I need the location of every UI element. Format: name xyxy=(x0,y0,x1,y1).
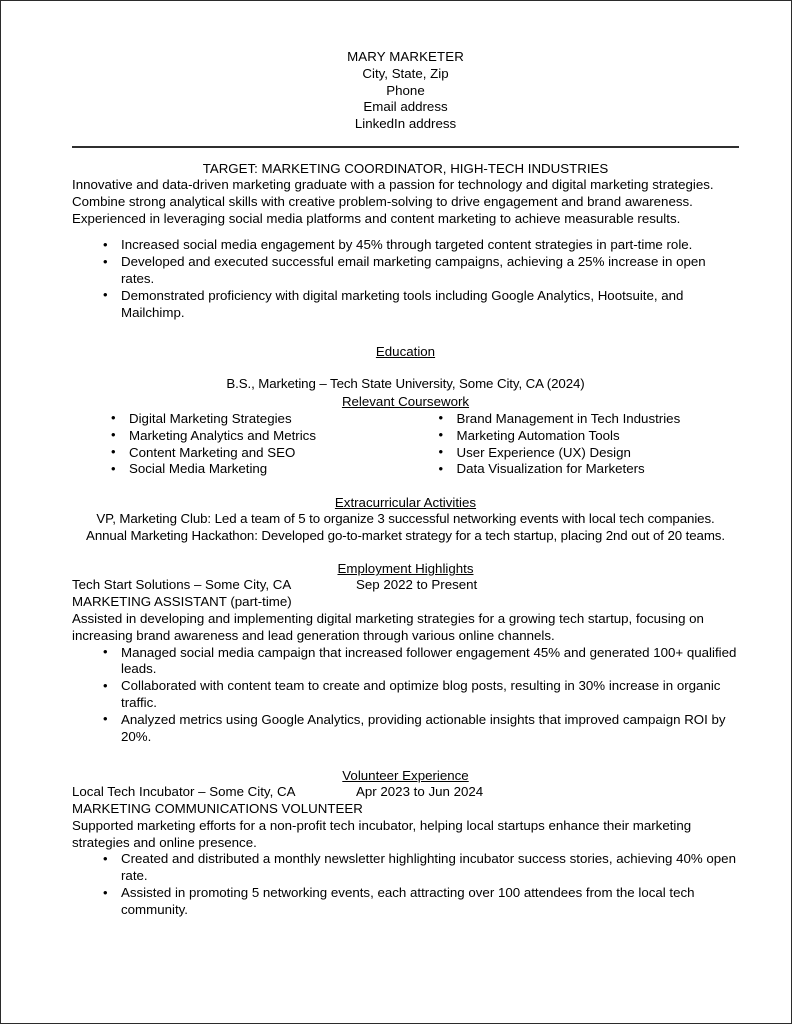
list-item: • Assisted in promoting 5 networking events, each attracting over 100 attendees from the local tech community. xyxy=(72,885,739,919)
resume-sheet xyxy=(1,1,792,919)
volunteer-dates: Apr 2023 to Jun 2024 xyxy=(356,784,484,800)
employer-name: Tech Start Solutions – Some City, CA xyxy=(72,577,292,593)
extracurricular-entry: VP, Marketing Club: Led a team of 5 to organize 3 successful networking events with local tech companies. xyxy=(96,511,715,527)
list-item: • Digital Marketing Strategies xyxy=(72,411,406,428)
list-item: • Collaborated with content team to create and optimize blog posts, resulting in 30% increase in organic traffic. xyxy=(72,678,739,712)
job-description: Assisted in developing and implementing digital marketing strategies for a growing tech startup, focusing on increasing brand awareness and lead generation through various online channels. xyxy=(72,610,704,643)
spacer xyxy=(72,745,739,767)
list-item: • Created and distributed a monthly newsletter highlighting incubator success stories, achieving 40% open rate. xyxy=(72,851,739,885)
list-item: • Brand Management in Tech Industries xyxy=(406,411,740,428)
coursework-columns xyxy=(72,411,739,478)
education-section-heading xyxy=(72,343,739,360)
target-heading: TARGET: MARKETING COORDINATOR, HIGH-TECH INDUSTRIES xyxy=(202,160,609,176)
summary-paragraph: Innovative and data-driven marketing graduate with a passion for technology and digital marketing strategies. Combine strong analytical skills with creative problem-solving to drive engagement and brand awareness. Experienced in leveraging social media platforms and content marketing to achieve measurable results. xyxy=(72,176,714,226)
coursework-heading-text: Relevant Coursework xyxy=(341,393,470,409)
list-item: • Developed and executed successful email marketing campaigns, achieving a 25% increase in open rates. xyxy=(72,254,739,288)
contact-header xyxy=(72,49,739,133)
list-item: • User Experience (UX) Design xyxy=(406,445,740,462)
spacer xyxy=(72,544,739,560)
volunteer-section-heading xyxy=(72,767,739,784)
header-divider xyxy=(72,146,739,148)
candidate-phone: Phone xyxy=(386,82,425,98)
extracurricular-entry: Annual Marketing Hackathon: Developed go-to-market strategy for a tech startup, placing 2nd out of 20 teams. xyxy=(86,527,725,543)
employer-name: Local Tech Incubator – Some City, CA xyxy=(72,784,296,800)
candidate-linkedin: LinkedIn address xyxy=(354,116,457,132)
list-item: • Managed social media campaign that increased follower engagement 45% and generated 100+ qualified leads. xyxy=(72,645,739,679)
education-heading-text: Education xyxy=(375,344,436,360)
job-title: MARKETING COMMUNICATIONS VOLUNTEER xyxy=(72,801,363,817)
list-item: • Demonstrated proficiency with digital marketing tools including Google Analytics, Hootsuite, and Mailchimp. xyxy=(72,288,739,322)
candidate-location: City, State, Zip xyxy=(362,65,449,81)
volunteer-bullets-list xyxy=(72,851,739,918)
candidate-name: MARY MARKETER xyxy=(347,49,464,64)
job-description: Supported marketing efforts for a non-profit tech incubator, helping local startups enhance their marketing strategies and online presence. xyxy=(72,817,692,850)
coursework-column-right xyxy=(406,411,740,478)
degree-line: B.S., Marketing – Tech State University, Some City, CA (2024) xyxy=(226,376,585,392)
spacer xyxy=(72,321,739,343)
list-item: • Analyzed metrics using Google Analytics, providing actionable insights that improved campaign ROI by 20%. xyxy=(72,712,739,746)
job-title: MARKETING ASSISTANT (part-time) xyxy=(72,594,292,610)
extracurricular-section-heading xyxy=(72,494,739,511)
employment-dates: Sep 2022 to Present xyxy=(356,577,478,593)
list-item: • Data Visualization for Marketers xyxy=(406,461,740,478)
employment-section-heading xyxy=(72,560,739,577)
list-item: • Content Marketing and SEO xyxy=(72,445,406,462)
extracurricular-heading-text: Extracurricular Activities xyxy=(334,495,477,511)
coursework-column-left xyxy=(72,411,406,478)
list-item: • Marketing Automation Tools xyxy=(406,428,740,445)
coursework-heading xyxy=(72,393,739,410)
spacer xyxy=(72,478,739,494)
employment-heading-text: Employment Highlights xyxy=(337,561,474,577)
list-item: • Increased social media engagement by 45% through targeted content strategies in part-time role. xyxy=(72,237,739,254)
list-item: • Marketing Analytics and Metrics xyxy=(72,428,406,445)
spacer xyxy=(72,227,739,237)
employer-line xyxy=(72,784,739,801)
spacer xyxy=(72,360,739,376)
employment-bullets-list xyxy=(72,645,739,746)
list-item: • Social Media Marketing xyxy=(72,461,406,478)
candidate-email: Email address xyxy=(363,99,448,115)
summary-highlights-list xyxy=(72,237,739,321)
employer-line xyxy=(72,577,739,594)
volunteer-heading-text: Volunteer Experience xyxy=(342,768,469,784)
